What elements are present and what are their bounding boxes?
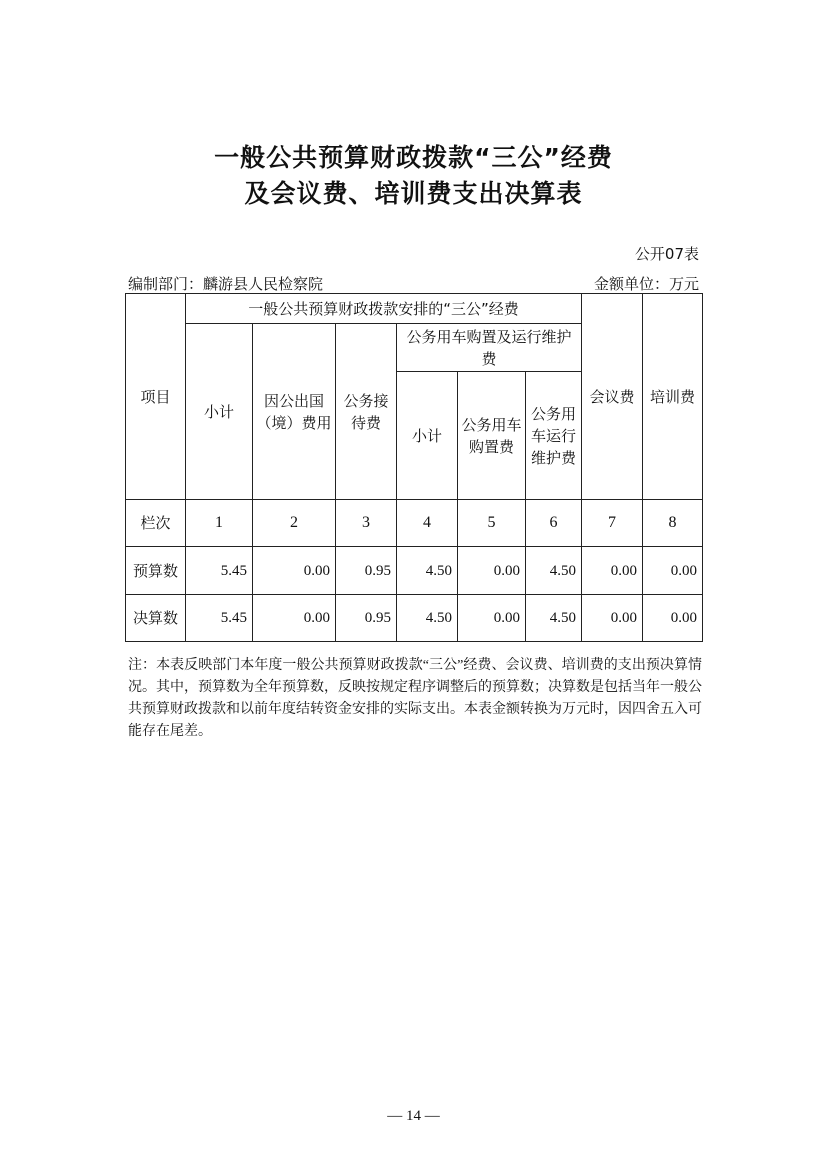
table-cell: 0.00 bbox=[253, 547, 336, 595]
document-title-line-2: 及会议费、培训费支出决算表 bbox=[244, 179, 583, 208]
table-cell: 4.50 bbox=[397, 547, 458, 595]
header-abroad: 因公出国（境）费用 bbox=[253, 324, 336, 500]
column-number: 8 bbox=[643, 500, 703, 547]
column-number: 7 bbox=[582, 500, 643, 547]
header-vehicle-subtotal: 小计 bbox=[397, 372, 458, 500]
header-vehicle-purchase: 公务用车购置费 bbox=[458, 372, 526, 500]
column-number: 2 bbox=[253, 500, 336, 547]
column-number: 5 bbox=[458, 500, 526, 547]
table-cell: 0.00 bbox=[582, 595, 643, 642]
row-label: 决算数 bbox=[126, 595, 186, 642]
form-number: 公开07表 bbox=[634, 245, 699, 263]
compiling-department: 编制部门：麟游县人民检察院 bbox=[128, 275, 324, 293]
column-number-label: 栏次 bbox=[126, 500, 186, 547]
table-note: 注：本表反映部门本年度一般公共预算财政拨款“三公”经费、会议费、培训费的支出预决算情况。其中，预算数为全年预算数，反映按规定程序调整后的预算数；决算数是包括当年一般公共预算财政拨款和以前年度结转资金安排的实际支出。本表金额转换为万元时，因四舍五入可能存在尾差。 bbox=[128, 658, 702, 739]
header-vehicle-group: 公务用车购置及运行维护费 bbox=[397, 324, 582, 372]
header-subtotal: 小计 bbox=[186, 324, 253, 500]
document-title-line-1: 一般公共预算财政拨款“三公”经费 bbox=[214, 143, 613, 172]
column-number: 6 bbox=[526, 500, 582, 547]
table-cell: 0.95 bbox=[336, 595, 397, 642]
table-cell: 5.45 bbox=[186, 595, 253, 642]
table-cell: 4.50 bbox=[397, 595, 458, 642]
expenditure-table bbox=[125, 293, 703, 642]
column-number: 1 bbox=[186, 500, 253, 547]
table-cell: 0.00 bbox=[253, 595, 336, 642]
table-row-final bbox=[126, 595, 703, 642]
table-cell: 0.00 bbox=[582, 547, 643, 595]
header-vehicle-operation: 公务用车运行维护费 bbox=[526, 372, 582, 500]
header-meeting: 会议费 bbox=[582, 294, 643, 500]
column-number: 4 bbox=[397, 500, 458, 547]
table-cell: 0.00 bbox=[643, 547, 703, 595]
page-number: — 14 — bbox=[387, 1108, 440, 1124]
table-cell: 0.95 bbox=[336, 547, 397, 595]
header-item: 项目 bbox=[126, 294, 186, 500]
table-cell: 4.50 bbox=[526, 595, 582, 642]
amount-unit: 金额单位：万元 bbox=[593, 275, 699, 293]
table-cell: 4.50 bbox=[526, 547, 582, 595]
table-row-budget bbox=[126, 547, 703, 595]
header-training: 培训费 bbox=[643, 294, 703, 500]
row-label: 预算数 bbox=[126, 547, 186, 595]
table-cell: 0.00 bbox=[458, 595, 526, 642]
header-reception: 公务接待费 bbox=[336, 324, 397, 500]
header-sangong-group: 一般公共预算财政拨款安排的“三公”经费 bbox=[186, 294, 582, 324]
column-number: 3 bbox=[336, 500, 397, 547]
table-cell: 5.45 bbox=[186, 547, 253, 595]
table-cell: 0.00 bbox=[643, 595, 703, 642]
table-cell: 0.00 bbox=[458, 547, 526, 595]
